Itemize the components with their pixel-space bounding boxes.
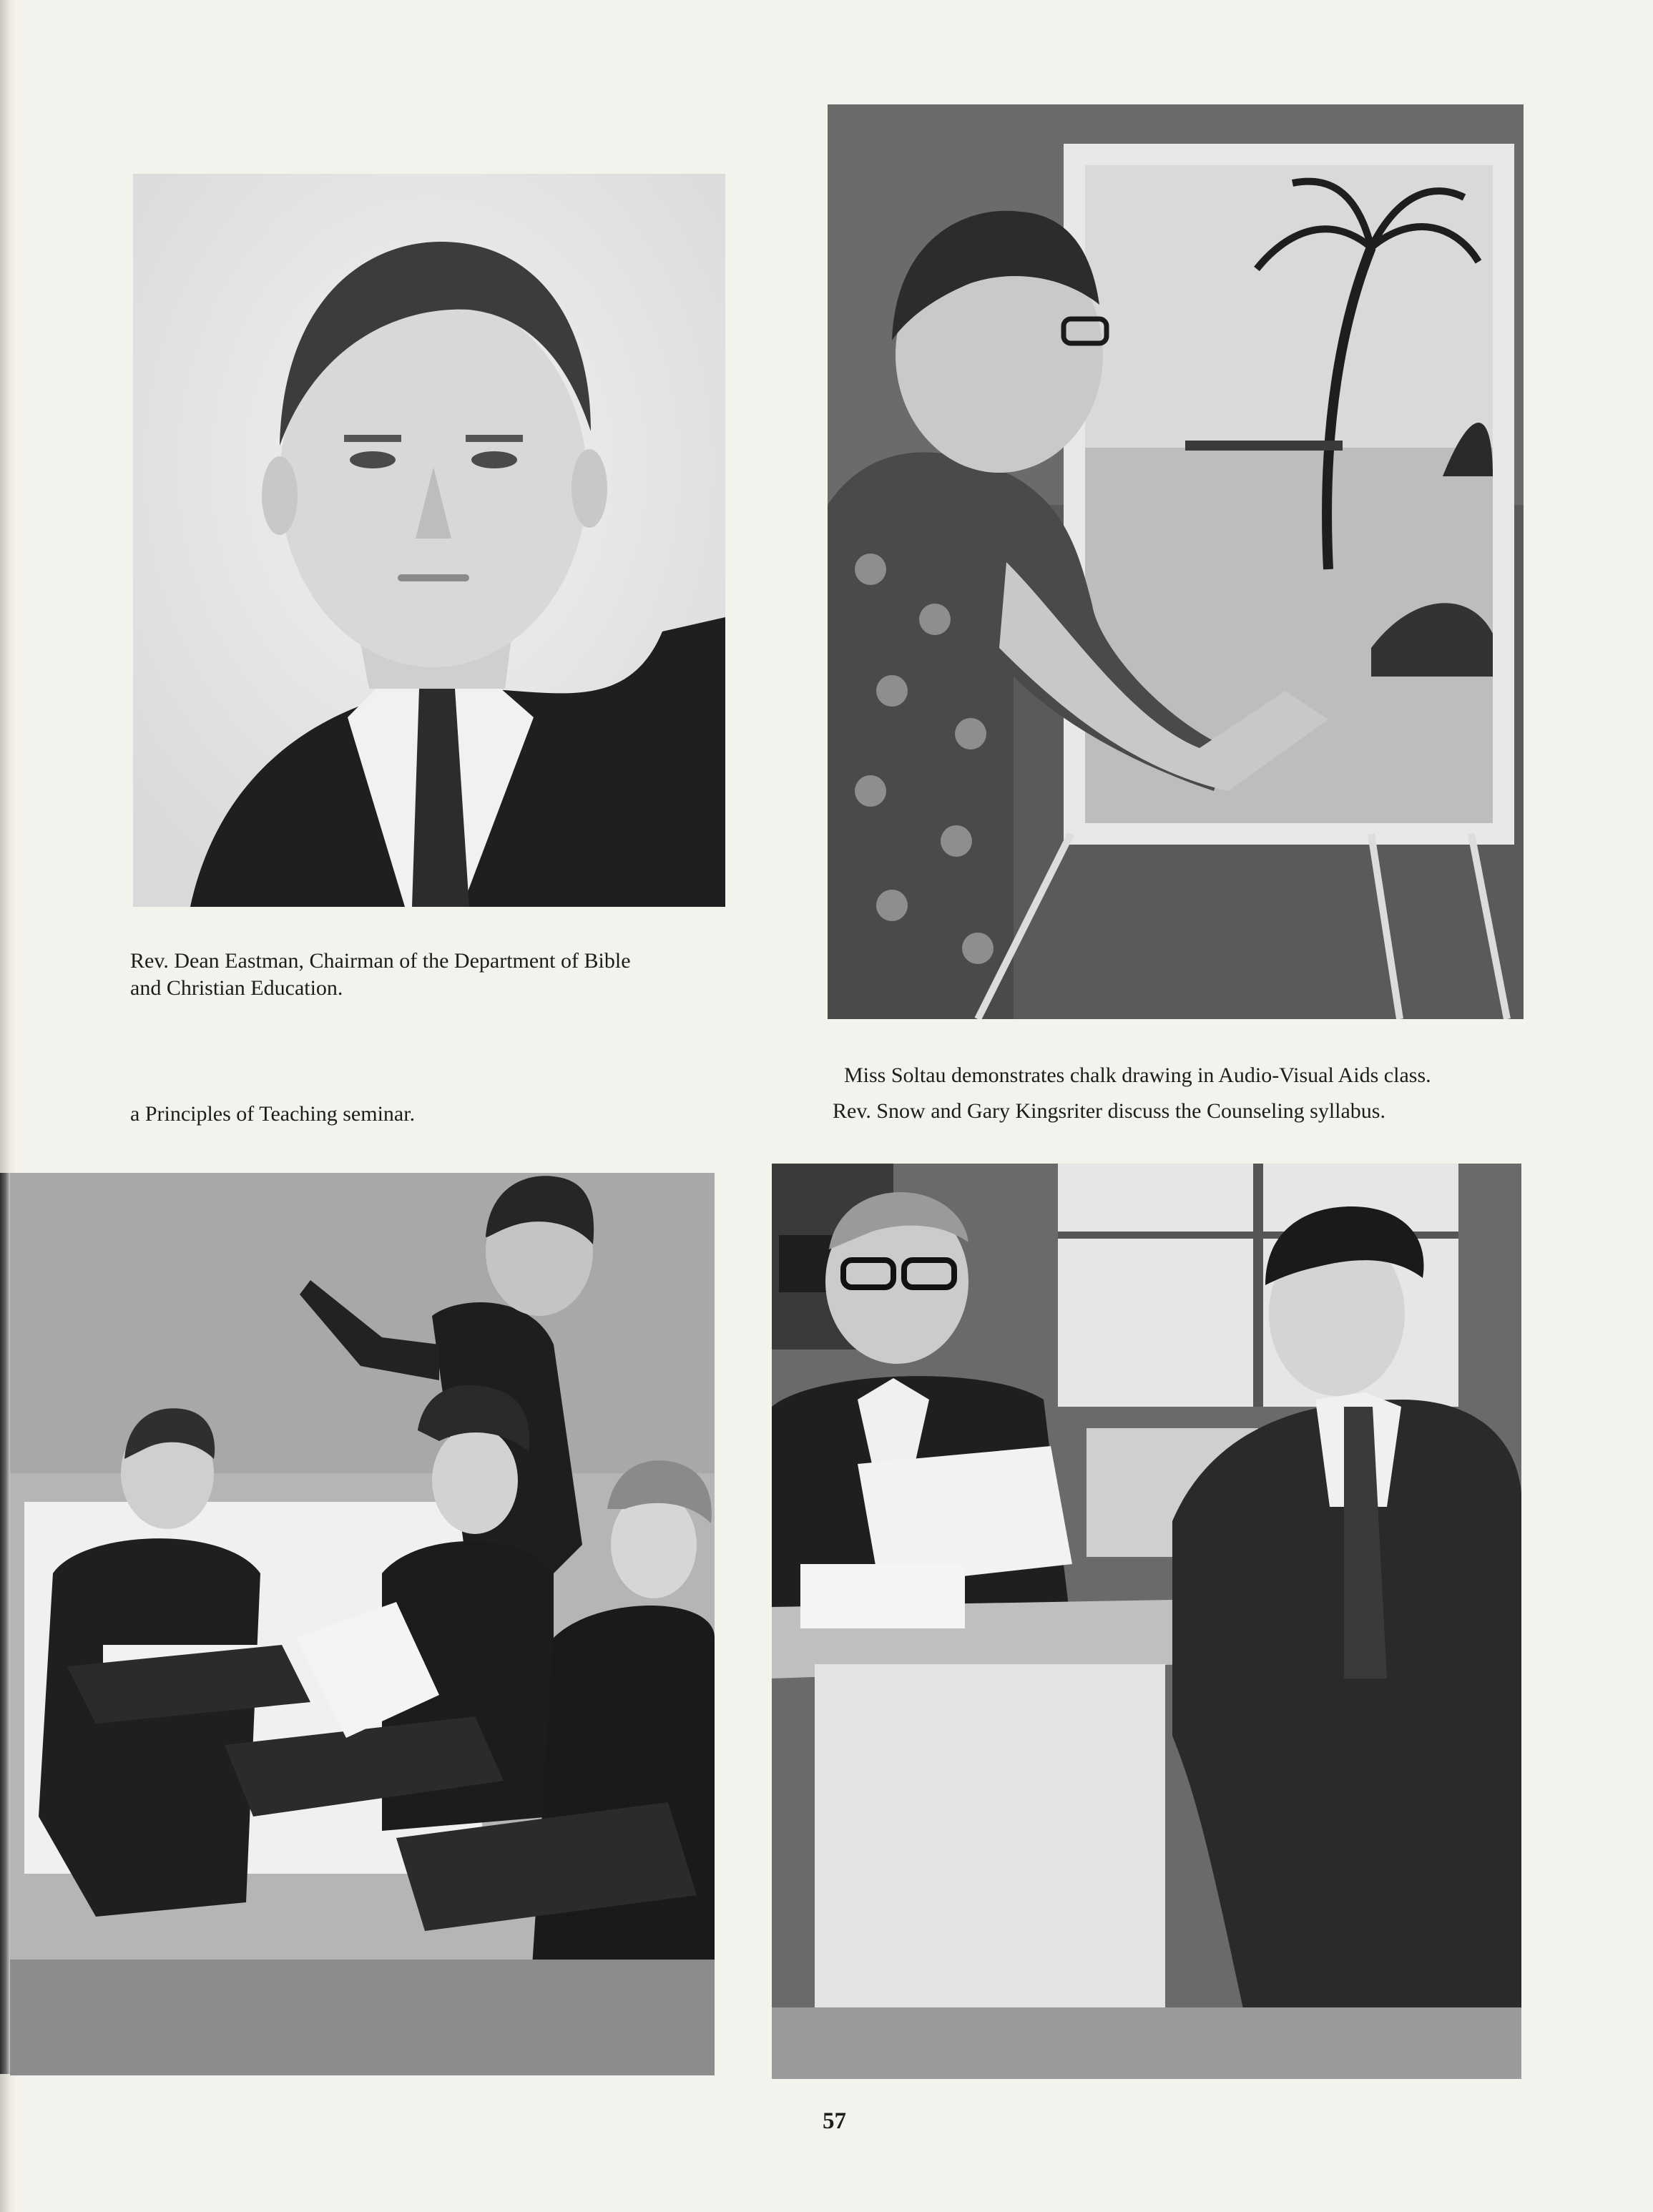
page-number: 57 — [823, 2108, 846, 2134]
caption-eastman-line-2: and Christian Education. — [130, 976, 343, 1000]
photo-eastman-portrait — [133, 174, 725, 907]
caption-soltau: Miss Soltau demonstrates chalk drawing in Audio-Visual Aids class. — [844, 1063, 1431, 1087]
photo-soltau-chalk-drawing — [828, 104, 1524, 1019]
caption-eastman-line-1: Rev. Dean Eastman, Chairman of the Department of Bible — [130, 949, 631, 973]
photo-teaching-seminar — [10, 1173, 715, 2075]
caption-snow-kingsriter: Rev. Snow and Gary Kingsriter discuss the Counseling syllabus. — [833, 1099, 1385, 1123]
photo-counseling-discussion — [772, 1164, 1521, 2079]
caption-seminar: a Principles of Teaching seminar. — [130, 1102, 416, 1126]
